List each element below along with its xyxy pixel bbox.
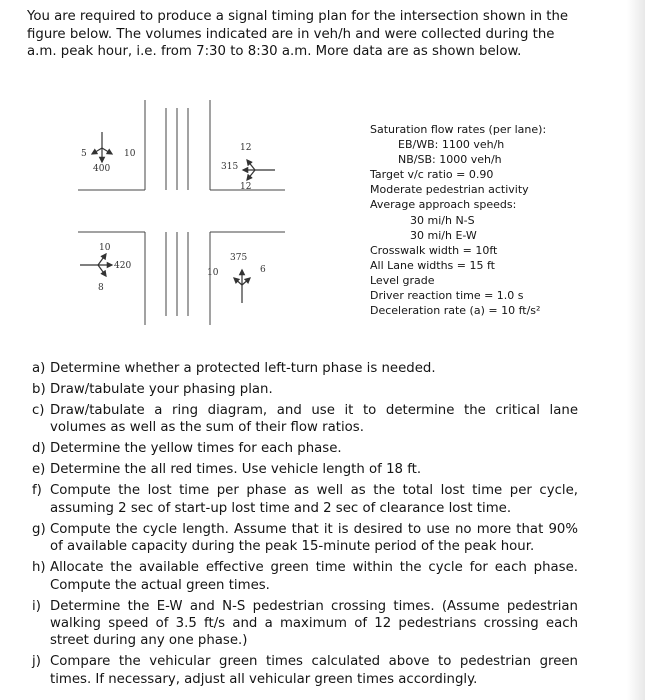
question-label: c)	[32, 403, 45, 418]
data-line: EB/WB: 1100 veh/h	[398, 138, 505, 152]
data-line: Crosswalk width = 10ft	[370, 243, 498, 257]
question-item	[32, 461, 578, 478]
westbound-movement-arrows	[243, 160, 275, 180]
question-text: Allocate the available effective green time within the cycle for each phase. Compute the actual green times.	[50, 560, 578, 593]
intro-line: You are required to produce a signal timing plan for the intersection shown in the	[27, 9, 569, 24]
question-text: Determine the yellow times for each phase.	[50, 441, 342, 457]
volume-eb-right: 8	[98, 283, 104, 293]
question-label: d)	[32, 441, 46, 457]
question-item	[32, 653, 578, 688]
data-line: Moderate pedestrian activity	[370, 183, 529, 197]
question-item	[32, 559, 578, 594]
volume-nb-through: 375	[230, 253, 248, 263]
volume-wb-through: 315	[221, 162, 239, 172]
question-label: i)	[32, 598, 41, 614]
question-item	[32, 482, 578, 517]
data-line: Level grade	[370, 273, 435, 287]
question-label: e)	[32, 462, 46, 478]
data-line: NB/SB: 1000 veh/h	[398, 153, 502, 167]
question-text: Compute the lost time per phase as well as the total lost time per cycle, assuming 2 sec of start-up lost time and 2 sec of clearance lost time.	[50, 483, 578, 516]
data-line: Target v/c ratio = 0.90	[370, 168, 494, 182]
intro-paragraph	[27, 8, 583, 61]
question-item	[32, 598, 578, 650]
question-label: f)	[32, 483, 42, 499]
question-text: Draw/tabulate your phasing plan.	[50, 382, 273, 397]
question-label: g)	[32, 521, 46, 537]
question-item	[32, 360, 578, 377]
intro-line: figure below. The volumes indicated are in veh/h and were collected during the	[27, 26, 555, 42]
data-line: Average approach speeds:	[370, 198, 517, 212]
data-line: 30 mi/h N-S	[410, 213, 475, 227]
road-lines	[78, 100, 285, 325]
question-item	[32, 402, 578, 437]
eastbound-movement-arrows	[80, 254, 112, 276]
volume-eb-left: 10	[99, 243, 111, 253]
northbound-movement-arrows	[234, 270, 250, 303]
question-label: h)	[32, 560, 46, 576]
site-data-list	[370, 122, 610, 318]
volume-wb-right: 12	[240, 143, 252, 153]
question-text: Determine the all red times. Use vehicle length of 18 ft.	[50, 462, 422, 478]
question-text: Compute the cycle length. Assume that it is desired to use no more that 90% of available capacity during the peak 15-minute period of the peak hour.	[50, 521, 578, 555]
question-label: b)	[32, 382, 46, 397]
question-text: Compare the vehicular green times calculated above to pedestrian green times. If necessary, adjust all vehicular green times accordingly.	[50, 654, 578, 687]
volume-nb-right: 6	[260, 265, 266, 275]
page-edge-shadow	[627, 0, 645, 700]
question-item	[32, 521, 578, 556]
volume-wb-left: 12	[240, 182, 252, 192]
question-item	[32, 381, 578, 398]
question-label: j)	[32, 654, 41, 670]
question-list	[32, 360, 578, 692]
data-line: Saturation flow rates (per lane):	[370, 123, 547, 136]
data-line: All Lane widths = 15 ft	[370, 258, 495, 272]
volume-nb-left: 10	[207, 268, 219, 278]
volume-sb-left: 10	[124, 149, 136, 159]
data-line: Deceleration rate (a) = 10 ft/s²	[370, 304, 541, 318]
question-label: a)	[32, 361, 46, 376]
question-text: Determine the E-W and N-S pedestrian crossing times. (Assume pedestrian walking speed of 3.5 ft/s and a maximum of 12 pedestrians crossing each street during any one phase.)	[50, 598, 578, 649]
intro-line: a.m. peak hour, i.e. from 7:30 to 8:30 a.m. More data are as shown below.	[27, 44, 522, 60]
southbound-movement-arrows	[92, 132, 112, 162]
question-text: Determine whether a protected left-turn phase is needed.	[50, 361, 436, 376]
data-line: 30 mi/h E-W	[410, 228, 477, 242]
question-item	[32, 440, 578, 457]
intersection-diagram	[50, 90, 320, 340]
question-text: Draw/tabulate a ring diagram, and use it to determine the critical lane volumes as well as the sum of their flow ratios.	[50, 403, 578, 436]
volume-sb-right: 5	[81, 149, 87, 159]
volume-eb-through: 420	[114, 261, 132, 271]
volume-sb-through: 400	[93, 164, 111, 174]
data-line: Driver reaction time = 1.0 s	[370, 289, 524, 303]
